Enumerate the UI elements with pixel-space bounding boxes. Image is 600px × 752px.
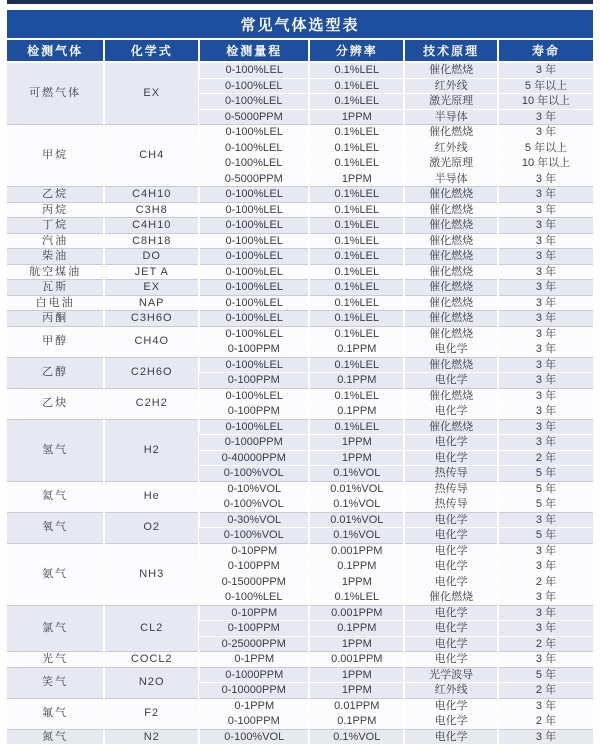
range-cell: 0-100%VOL <box>199 466 309 482</box>
resolution-cell: 1PPM <box>309 636 404 652</box>
principle-cell: 催化燃烧 <box>404 311 498 327</box>
resolution-cell: 0.1%LEL <box>309 62 404 78</box>
lifespan-cell: 3 年 <box>498 202 593 218</box>
gas-cell: 白电油 <box>7 295 104 311</box>
resolution-cell: 0.1%LEL <box>309 311 404 327</box>
lifespan-cell: 3 年 <box>498 419 593 435</box>
principle-cell: 红外线 <box>404 683 498 699</box>
lifespan-cell: 3 年 <box>498 388 593 404</box>
principle-cell: 半导体 <box>404 171 498 187</box>
resolution-cell: 0.1%LEL <box>309 419 404 435</box>
lifespan-cell: 2 年 <box>498 450 593 466</box>
resolution-cell: 0.1%LEL <box>309 202 404 218</box>
range-cell: 0-5000PPM <box>199 109 309 125</box>
resolution-cell: 1PPM <box>309 109 404 125</box>
resolution-cell: 0.1%VOL <box>309 466 404 482</box>
gas-cell: 光气 <box>7 652 104 668</box>
principle-cell: 光学波导 <box>404 667 498 683</box>
gas-cell: 瓦斯 <box>7 280 104 296</box>
lifespan-cell: 2 年 <box>498 714 593 730</box>
principle-cell: 催化燃烧 <box>404 388 498 404</box>
formula-cell: He <box>104 481 199 512</box>
range-cell: 0-100%LEL <box>199 264 309 280</box>
lifespan-cell: 3 年 <box>498 373 593 389</box>
formula-cell: CL2 <box>104 605 199 652</box>
table-row <box>7 202 593 218</box>
table-row <box>7 311 593 327</box>
lifespan-cell: 3 年 <box>498 218 593 234</box>
resolution-cell: 0.1%LEL <box>309 78 404 94</box>
resolution-cell: 1PPM <box>309 171 404 187</box>
formula-cell: F2 <box>104 698 199 729</box>
resolution-cell: 0.1%LEL <box>309 357 404 373</box>
lifespan-cell: 5 年 <box>498 497 593 513</box>
range-cell: 0-100%LEL <box>199 156 309 172</box>
lifespan-cell: 3 年 <box>498 342 593 358</box>
range-cell: 0-1PPM <box>199 652 309 668</box>
formula-cell: H2 <box>104 419 199 481</box>
column-header-range: 检测量程 <box>199 40 309 62</box>
range-cell: 0-100%LEL <box>199 202 309 218</box>
principle-cell: 电化学 <box>404 621 498 637</box>
principle-cell: 电化学 <box>404 404 498 420</box>
range-cell: 0-5000PPM <box>199 171 309 187</box>
lifespan-cell: 2 年 <box>498 574 593 590</box>
principle-cell: 电化学 <box>404 636 498 652</box>
formula-cell: COCL2 <box>104 652 199 668</box>
column-header-principle: 技术原理 <box>404 40 498 62</box>
principle-cell: 电化学 <box>404 574 498 590</box>
principle-cell: 催化燃烧 <box>404 590 498 606</box>
gas-cell: 甲醇 <box>7 326 104 357</box>
principle-cell: 热传导 <box>404 481 498 497</box>
table-row <box>7 729 593 744</box>
principle-cell: 半导体 <box>404 109 498 125</box>
formula-cell: NAP <box>104 295 199 311</box>
gas-cell: 氢气 <box>7 419 104 481</box>
range-cell: 0-15000PPM <box>199 574 309 590</box>
resolution-cell: 0.01PPM <box>309 698 404 714</box>
table-row <box>7 326 593 342</box>
resolution-cell: 0.1%LEL <box>309 295 404 311</box>
range-cell: 0-10PPM <box>199 543 309 559</box>
table-header <box>7 40 593 62</box>
resolution-cell: 0.1%LEL <box>309 125 404 141</box>
column-header-gas: 检测气体 <box>7 40 104 62</box>
principle-cell: 催化燃烧 <box>404 202 498 218</box>
principle-cell: 电化学 <box>404 528 498 544</box>
principle-cell: 激光原理 <box>404 94 498 110</box>
range-cell: 0-1PPM <box>199 698 309 714</box>
table-row <box>7 605 593 621</box>
gas-cell: 氦气 <box>7 481 104 512</box>
gas-cell: 氯气 <box>7 605 104 652</box>
table-row <box>7 652 593 668</box>
formula-cell: C3H6O <box>104 311 199 327</box>
principle-cell: 电化学 <box>404 512 498 528</box>
formula-cell: NH3 <box>104 543 199 605</box>
principle-cell: 电化学 <box>404 342 498 358</box>
principle-cell: 催化燃烧 <box>404 233 498 249</box>
lifespan-cell: 5 年 <box>498 466 593 482</box>
gas-cell: 丙烷 <box>7 202 104 218</box>
principle-cell: 热传导 <box>404 497 498 513</box>
lifespan-cell: 3 年 <box>498 264 593 280</box>
lifespan-cell: 3 年 <box>498 187 593 203</box>
formula-cell: C3H8 <box>104 202 199 218</box>
range-cell: 0-100%LEL <box>199 326 309 342</box>
gas-cell: 乙醇 <box>7 357 104 388</box>
gas-cell: 乙炔 <box>7 388 104 419</box>
top-border-strip <box>7 0 593 4</box>
gas-cell: 氨气 <box>7 543 104 605</box>
lifespan-cell: 3 年 <box>498 512 593 528</box>
column-header-resolution: 分辨率 <box>309 40 404 62</box>
principle-cell: 电化学 <box>404 450 498 466</box>
formula-cell: N2 <box>104 729 199 744</box>
gas-table-body <box>7 62 593 744</box>
resolution-cell: 0.1%LEL <box>309 326 404 342</box>
resolution-cell: 1PPM <box>309 450 404 466</box>
range-cell: 0-100PPM <box>199 559 309 575</box>
formula-cell: C8H18 <box>104 233 199 249</box>
gas-cell: 柴油 <box>7 249 104 265</box>
formula-cell: N2O <box>104 667 199 698</box>
resolution-cell: 0.001PPM <box>309 652 404 668</box>
resolution-cell: 1PPM <box>309 667 404 683</box>
formula-cell: O2 <box>104 512 199 543</box>
principle-cell: 电化学 <box>404 729 498 744</box>
resolution-cell: 0.1PPM <box>309 373 404 389</box>
lifespan-cell: 3 年 <box>498 280 593 296</box>
range-cell: 0-100%VOL <box>199 528 309 544</box>
table-row <box>7 62 593 78</box>
range-cell: 0-100%LEL <box>199 233 309 249</box>
formula-cell: EX <box>104 280 199 296</box>
principle-cell: 激光原理 <box>404 156 498 172</box>
principle-cell: 催化燃烧 <box>404 326 498 342</box>
range-cell: 0-10PPM <box>199 605 309 621</box>
resolution-cell: 0.1%VOL <box>309 729 404 744</box>
principle-cell: 电化学 <box>404 373 498 389</box>
table-row <box>7 249 593 265</box>
range-cell: 0-100%VOL <box>199 729 309 744</box>
principle-cell: 电化学 <box>404 543 498 559</box>
lifespan-cell: 3 年 <box>498 590 593 606</box>
lifespan-cell: 3 年 <box>498 357 593 373</box>
resolution-cell: 1PPM <box>309 574 404 590</box>
gas-cell: 甲烷 <box>7 125 104 187</box>
formula-cell: EX <box>104 62 199 125</box>
range-cell: 0-100%LEL <box>199 388 309 404</box>
principle-cell: 红外线 <box>404 78 498 94</box>
principle-cell: 电化学 <box>404 714 498 730</box>
title-bar <box>7 10 593 38</box>
resolution-cell: 0.1%LEL <box>309 140 404 156</box>
range-cell: 0-40000PPM <box>199 450 309 466</box>
resolution-cell: 0.1PPM <box>309 559 404 575</box>
table-row <box>7 295 593 311</box>
resolution-cell: 0.1%LEL <box>309 264 404 280</box>
resolution-cell: 0.001PPM <box>309 543 404 559</box>
range-cell: 0-100%VOL <box>199 497 309 513</box>
principle-cell: 催化燃烧 <box>404 249 498 265</box>
range-cell: 0-100%LEL <box>199 590 309 606</box>
table-row <box>7 481 593 497</box>
lifespan-cell: 3 年 <box>498 233 593 249</box>
gas-cell: 汽油 <box>7 233 104 249</box>
gas-cell: 丁烷 <box>7 218 104 234</box>
range-cell: 0-100PPM <box>199 621 309 637</box>
range-cell: 0-100PPM <box>199 373 309 389</box>
lifespan-cell: 3 年 <box>498 729 593 744</box>
range-cell: 0-10000PPM <box>199 683 309 699</box>
column-header-lifespan: 寿命 <box>498 40 593 62</box>
principle-cell: 催化燃烧 <box>404 62 498 78</box>
lifespan-cell: 2 年 <box>498 636 593 652</box>
gas-cell: 丙酮 <box>7 311 104 327</box>
resolution-cell: 0.1%VOL <box>309 528 404 544</box>
lifespan-cell: 5 年 <box>498 528 593 544</box>
range-cell: 0-10%VOL <box>199 481 309 497</box>
gas-cell: 氮气 <box>7 729 104 744</box>
principle-cell: 催化燃烧 <box>404 218 498 234</box>
principle-cell: 电化学 <box>404 652 498 668</box>
lifespan-cell: 5 年 <box>498 667 593 683</box>
resolution-cell: 0.1%LEL <box>309 187 404 203</box>
resolution-cell: 0.01%VOL <box>309 481 404 497</box>
resolution-cell: 0.1%LEL <box>309 218 404 234</box>
table-row <box>7 280 593 296</box>
principle-cell: 催化燃烧 <box>404 187 498 203</box>
range-cell: 0-100%LEL <box>199 280 309 296</box>
formula-cell: C4H10 <box>104 187 199 203</box>
lifespan-cell: 3 年 <box>498 109 593 125</box>
principle-cell: 电化学 <box>404 698 498 714</box>
lifespan-cell: 3 年 <box>498 326 593 342</box>
resolution-cell: 1PPM <box>309 435 404 451</box>
principle-cell: 热传导 <box>404 466 498 482</box>
lifespan-cell: 3 年 <box>498 404 593 420</box>
table-row <box>7 357 593 373</box>
lifespan-cell: 3 年 <box>498 62 593 78</box>
lifespan-cell: 5 年以上 <box>498 78 593 94</box>
principle-cell: 红外线 <box>404 140 498 156</box>
table-row <box>7 698 593 714</box>
lifespan-cell: 5 年以上 <box>498 140 593 156</box>
principle-cell: 催化燃烧 <box>404 357 498 373</box>
lifespan-cell: 2 年 <box>498 683 593 699</box>
formula-cell: JET A <box>104 264 199 280</box>
column-header-formula: 化学式 <box>104 40 199 62</box>
table-row <box>7 543 593 559</box>
gas-selection-table <box>7 40 593 744</box>
range-cell: 0-100PPM <box>199 714 309 730</box>
lifespan-cell: 3 年 <box>498 249 593 265</box>
range-cell: 0-100%LEL <box>199 218 309 234</box>
principle-cell: 电化学 <box>404 435 498 451</box>
gas-cell: 氟气 <box>7 698 104 729</box>
formula-cell: C2H6O <box>104 357 199 388</box>
range-cell: 0-1000PPM <box>199 435 309 451</box>
lifespan-cell: 3 年 <box>498 295 593 311</box>
gas-cell: 笑气 <box>7 667 104 698</box>
formula-cell: CH4O <box>104 326 199 357</box>
principle-cell: 催化燃烧 <box>404 295 498 311</box>
resolution-cell: 0.001PPM <box>309 605 404 621</box>
table-row <box>7 233 593 249</box>
resolution-cell: 0.1PPM <box>309 621 404 637</box>
lifespan-cell: 3 年 <box>498 435 593 451</box>
resolution-cell: 0.1%LEL <box>309 94 404 110</box>
range-cell: 0-100%LEL <box>199 94 309 110</box>
resolution-cell: 0.1%LEL <box>309 590 404 606</box>
principle-cell: 催化燃烧 <box>404 419 498 435</box>
table-row <box>7 419 593 435</box>
resolution-cell: 0.01%VOL <box>309 512 404 528</box>
resolution-cell: 0.1%LEL <box>309 280 404 296</box>
header-row <box>7 40 593 62</box>
range-cell: 0-100PPM <box>199 404 309 420</box>
table-row <box>7 512 593 528</box>
resolution-cell: 0.1%VOL <box>309 497 404 513</box>
principle-cell: 电化学 <box>404 559 498 575</box>
lifespan-cell: 3 年 <box>498 311 593 327</box>
range-cell: 0-100%LEL <box>199 78 309 94</box>
range-cell: 0-100%LEL <box>199 125 309 141</box>
principle-cell: 催化燃烧 <box>404 264 498 280</box>
table-row <box>7 667 593 683</box>
table-row <box>7 125 593 141</box>
lifespan-cell: 3 年 <box>498 621 593 637</box>
resolution-cell: 0.1PPM <box>309 342 404 358</box>
range-cell: 0-100%LEL <box>199 187 309 203</box>
range-cell: 0-100%LEL <box>199 357 309 373</box>
principle-cell: 催化燃烧 <box>404 280 498 296</box>
resolution-cell: 0.1%LEL <box>309 388 404 404</box>
resolution-cell: 0.1PPM <box>309 404 404 420</box>
lifespan-cell: 3 年 <box>498 171 593 187</box>
range-cell: 0-30%VOL <box>199 512 309 528</box>
resolution-cell: 0.1%LEL <box>309 249 404 265</box>
lifespan-cell: 3 年 <box>498 559 593 575</box>
table-row <box>7 187 593 203</box>
formula-cell: DO <box>104 249 199 265</box>
resolution-cell: 1PPM <box>309 683 404 699</box>
principle-cell: 电化学 <box>404 605 498 621</box>
range-cell: 0-100%LEL <box>199 311 309 327</box>
formula-cell: C4H10 <box>104 218 199 234</box>
range-cell: 0-100%LEL <box>199 62 309 78</box>
formula-cell: CH4 <box>104 125 199 187</box>
lifespan-cell: 3 年 <box>498 125 593 141</box>
range-cell: 0-25000PPM <box>199 636 309 652</box>
formula-cell: C2H2 <box>104 388 199 419</box>
resolution-cell: 0.1PPM <box>309 714 404 730</box>
gas-cell: 航空煤油 <box>7 264 104 280</box>
range-cell: 0-100%LEL <box>199 295 309 311</box>
page-title: 常见气体选型表 <box>240 16 360 34</box>
range-cell: 0-100%LEL <box>199 419 309 435</box>
table-row <box>7 264 593 280</box>
lifespan-cell: 5 年 <box>498 481 593 497</box>
range-cell: 0-100%LEL <box>199 249 309 265</box>
gas-cell: 乙烷 <box>7 187 104 203</box>
gas-cell: 可燃气体 <box>7 62 104 125</box>
table-row <box>7 218 593 234</box>
resolution-cell: 0.1%LEL <box>309 156 404 172</box>
range-cell: 0-100PPM <box>199 342 309 358</box>
resolution-cell: 0.1%LEL <box>309 233 404 249</box>
lifespan-cell: 3 年 <box>498 652 593 668</box>
lifespan-cell: 10 年以上 <box>498 156 593 172</box>
range-cell: 0-100%LEL <box>199 140 309 156</box>
lifespan-cell: 3 年 <box>498 543 593 559</box>
principle-cell: 催化燃烧 <box>404 125 498 141</box>
lifespan-cell: 3 年 <box>498 605 593 621</box>
gas-cell: 氧气 <box>7 512 104 543</box>
lifespan-cell: 3 年 <box>498 698 593 714</box>
table-row <box>7 388 593 404</box>
lifespan-cell: 10 年以上 <box>498 94 593 110</box>
range-cell: 0-1000PPM <box>199 667 309 683</box>
